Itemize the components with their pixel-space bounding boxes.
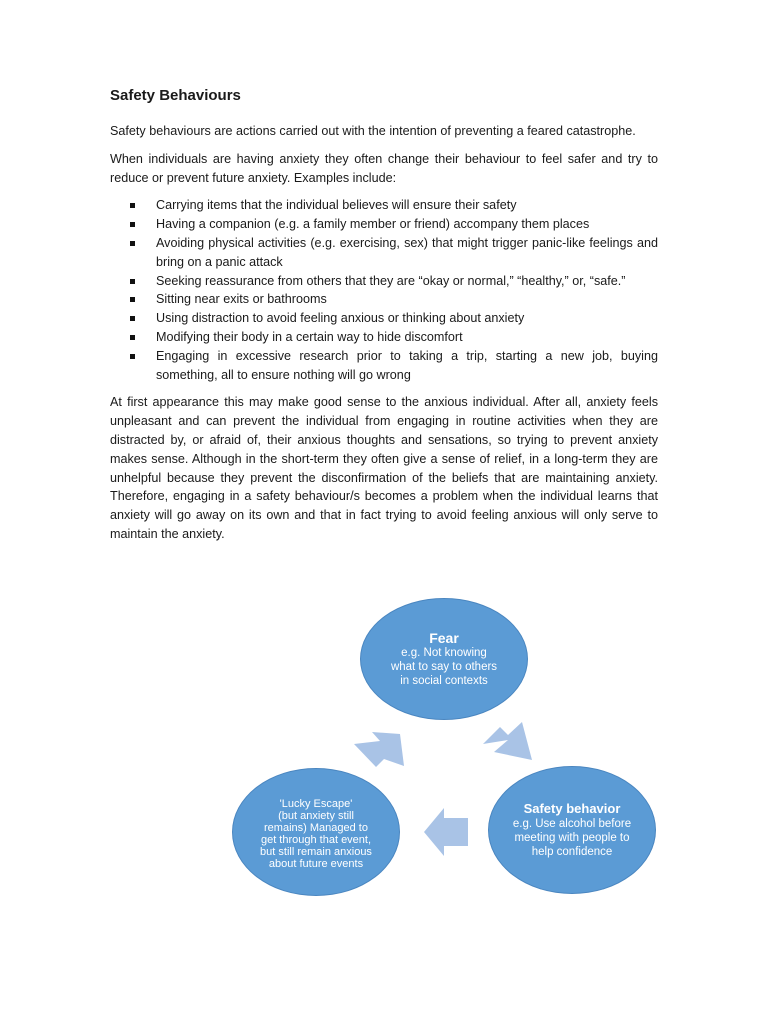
- safety-behavior-node: [488, 766, 656, 894]
- paragraph-explanation: At first appearance this may make good sense to the anxious individual. After all, anxiety feels unpleasant and can prevent the individual from engaging in routine activities when they are distracted by, or afraid of, their anxious thoughts and sensations, so trying to prevent anxiety makes sense. Although in the short-term they often give a sense of relief, in a long-term they are unhelpful because they prevent the disconfirmation of the beliefs that are maintaining anxiety. Therefore, engaging in a safety behaviour/s becomes a problem when the individual learns that anxiety will go away on its own and that in fact trying to avoid feeling anxious will only serve to maintain the anxiety.: [110, 395, 658, 541]
- list-item-text: Sitting near exits or bathrooms: [156, 292, 327, 307]
- list-item-text: Having a companion (e.g. a family member or friend) accompany them places: [156, 217, 590, 232]
- page-title: Safety Behaviours: [110, 87, 241, 104]
- arrow-lucky-to-fear: [354, 732, 404, 767]
- safety-behavior-node-title: Safety behavior: [523, 801, 621, 816]
- fear-node-text: e.g. Not knowing what to say to others in social contexts: [390, 647, 498, 687]
- paragraph-definition: Safety behaviours are actions carried out with the intention of preventing a feared catastrophe.: [110, 124, 636, 138]
- list-item-text: Modifying their body in a certain way to hide discomfort: [156, 329, 463, 344]
- fear-node-title: Fear: [429, 630, 459, 646]
- list-item-text: Using distraction to avoid feeling anxious or thinking about anxiety: [156, 311, 525, 326]
- lucky-escape-node: [232, 768, 400, 896]
- list-item-text: Avoiding physical activities (e.g. exercising, sex) that might trigger panic-like feelings and bring on a panic attack: [156, 235, 658, 269]
- list-item-text: Carrying items that the individual believes will ensure their safety: [156, 198, 517, 213]
- lucky-escape-node-title: 'Lucky Escape': [279, 798, 353, 810]
- fear-node: [360, 598, 528, 720]
- lucky-escape-node-text: (but anxiety still remains) Managed to get through that event, but still remain anxious about future events: [260, 810, 372, 870]
- arrow-safety-to-lucky: [424, 808, 468, 856]
- list-item-text: Seeking reassurance from others that they are “okay or normal,” “healthy,” or, “safe.”: [156, 273, 626, 288]
- safety-behavior-node-text: e.g. Use alcohol before meeting with people to help confidence: [512, 818, 632, 858]
- list-item-text: Engaging in excessive research prior to taking a trip, starting a new job, buying something, all to ensure nothing will go wrong: [156, 348, 658, 382]
- paragraph-intro: When individuals are having anxiety they often change their behaviour to feel safer and try to reduce or prevent future anxiety. Examples include:: [110, 151, 658, 185]
- arrow-fear-to-safety: [483, 722, 532, 760]
